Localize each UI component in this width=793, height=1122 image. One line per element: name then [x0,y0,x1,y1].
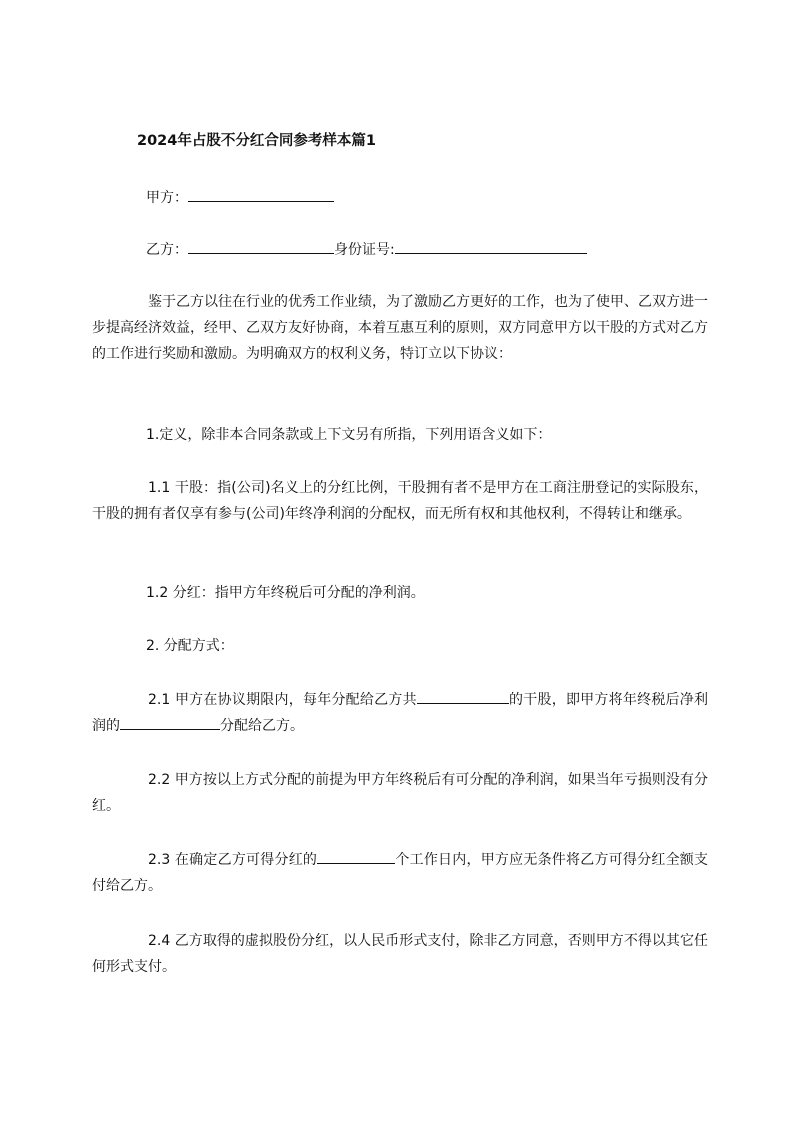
id-number-label: 身份证号: [334,242,395,258]
clause-2-3-text-a: 2.3 在确定乙方可得分红的 [148,852,318,868]
party-b-line [146,238,587,260]
party-b-blank[interactable] [188,238,334,254]
document-title: 2024年占股不分红合同参考样本篇1 [137,133,376,149]
section-2-distribution: 2. 分配方式： [146,638,234,654]
clause-2-1-text-b: 的干股，即甲方将年终税后净利润的 [92,692,708,734]
party-a-label: 甲方： [146,190,188,206]
clause-2-3-text-b: 个工作日内，甲方应无条件将乙方可得分红全额支付给乙方。 [92,852,709,894]
clause-1-2: 1.2 分红：指甲方年终税后可分配的净利润。 [146,585,425,601]
intro-paragraph: 鉴于乙方以往在行业的优秀工作业绩，为了激励乙方更好的工作，也为了使甲、乙双方进一步提高经济效益，经甲、乙双方友好协商，本着互惠互利的原则，双方同意甲方以干股的方式对乙方的工作进行奖励和激励。为明确双方的权利义务，特订立以下协议： [92,294,708,362]
clause-2-1 [92,687,708,739]
profit-ratio-blank[interactable] [120,714,220,730]
share-amount-blank[interactable] [417,688,509,704]
id-number-blank[interactable] [395,238,587,254]
clause-2-4: 2.4 乙方取得的虚拟股份分红，以人民币形式支付，除非乙方同意，否则甲方不得以其它任何形式支付。 [92,933,708,975]
clause-2-2: 2.2 甲方按以上方式分配的前提为甲方年终税后有可分配的净利润，如果当年亏损则没有分红。 [92,772,708,814]
clause-1-1: 1.1 干股：指(公司)名义上的分红比例，干股拥有者不是甲方在工商注册登记的实际股东，干股的拥有者仅享有参与(公司)年终净利润的分配权，而无所有权和其他权利，不得转让和继承。 [92,480,708,522]
party-a-line [146,186,334,208]
clause-2-3 [92,847,708,899]
party-b-label: 乙方： [146,242,188,258]
working-days-blank[interactable] [317,848,395,864]
section-1-definitions: 1.定义，除非本合同条款或上下文另有所指，下列用语含义如下： [146,427,552,443]
clause-2-1-text-c: 分配给乙方。 [220,718,304,734]
clause-2-1-text-a: 2.1 甲方在协议期限内，每年分配给乙方共 [148,692,417,708]
party-a-blank[interactable] [188,186,334,202]
